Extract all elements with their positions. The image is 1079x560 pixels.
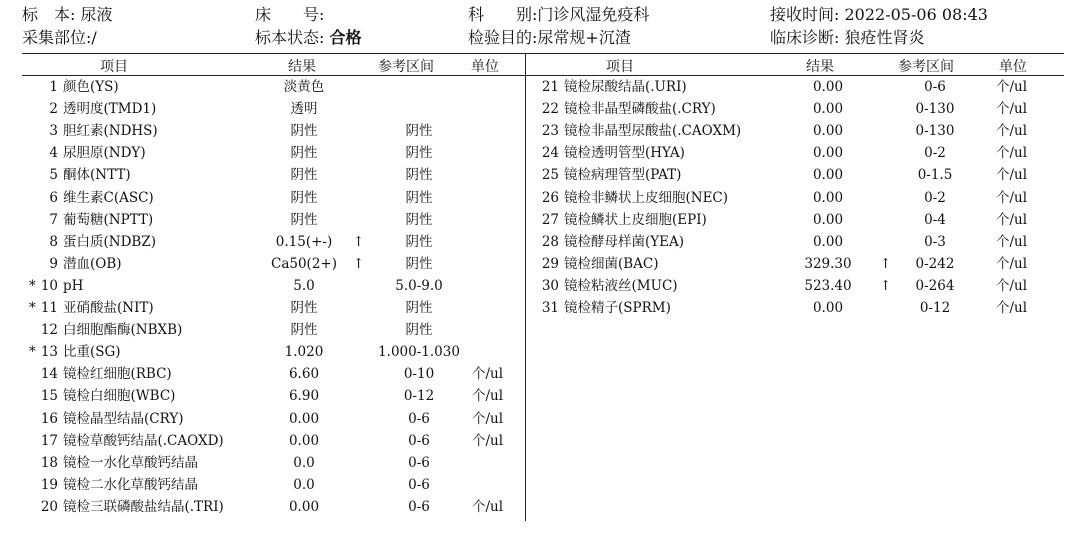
row-number: 21 [541,79,559,95]
row-unit: 个/ul [996,145,1028,162]
row-item-name: 亚硝酸盐(NIT) [63,300,154,316]
row-range: 0-264 [915,277,955,294]
row-item-name: 镜检白细胞(WBC) [63,388,176,405]
row-range: 阴性 [405,255,433,272]
row-result: 0.0 [293,476,315,493]
row-range: 阴性 [405,123,433,140]
row-range: 0-242 [915,255,955,272]
receive-time-field: 接收时间: 2022-05-06 08:43 [770,5,988,24]
row-number: 1 [49,79,58,95]
row-item-name: 白细胞酯酶(NBXB) [63,322,183,339]
row-result: 0.00 [812,189,844,206]
collection-site-field: 采集部位:/ [22,28,97,47]
row-range: 0-12 [919,300,951,316]
row-result: 淡黄色 [283,79,325,95]
row-result: 阴性 [290,211,318,228]
table-row [0,385,1079,407]
row-range: 阴性 [405,189,433,206]
row-result: 0.00 [288,410,320,427]
row-range: 阴性 [405,233,433,250]
row-number: 8 [49,233,58,250]
row-mark: * [29,277,36,294]
row-item-name: 镜检粘液丝(MUC) [564,277,678,294]
row-range: 0-6 [408,432,430,449]
row-range: 0-3 [924,233,946,250]
row-number: 2 [49,101,58,118]
row-item-name: 镜检尿酸结晶(.URI) [564,79,687,95]
row-item-name: 维生素C(ASC) [63,189,154,206]
row-number: 4 [49,145,58,162]
row-range: 阴性 [405,167,433,184]
row-result: 0.00 [812,211,844,228]
table-row [0,209,1079,231]
row-number: 22 [541,101,559,118]
table-row [0,452,1079,474]
row-unit: 个/ul [996,79,1028,95]
table-row [0,496,1079,518]
row-unit: 个/ul [472,366,504,383]
table-row [0,408,1079,430]
row-item-name: 镜检晶型结晶(CRY) [63,410,184,427]
department-field: 科 别:门诊风湿免疫科 [468,5,650,24]
table-row [0,76,1079,98]
table-row [0,120,1079,142]
row-result: 阴性 [290,322,318,339]
row-result: 0.15(+-) [275,233,333,250]
row-result: 0.00 [812,233,844,250]
specimen-field: 标 本: 尿液 [22,5,113,24]
row-flag: ↑ [880,277,892,294]
row-item-name: 镜检透明管型(HYA) [564,145,685,162]
row-unit: 个/ul [472,432,504,449]
row-item-name: 镜检草酸钙结晶(.CAOXD) [63,432,224,449]
row-number: 6 [49,189,58,206]
row-item-name: 镜检鳞状上皮细胞(EPI) [564,211,707,228]
row-item-name: 比重(SG) [63,344,121,361]
row-range: 阴性 [405,145,433,162]
row-item-name: 镜检病理管型(PAT) [564,167,682,184]
row-number: 14 [40,366,58,383]
row-unit: 个/ul [472,388,504,405]
row-number: 7 [49,211,58,228]
col-range-left: 参考区间 [378,59,434,75]
row-range: 0-6 [408,410,430,427]
table-row [0,98,1079,120]
bed-field: 床 号: [255,5,325,24]
col-unit-right: 单位 [999,59,1027,75]
row-result: 523.40 [804,277,852,294]
row-number: 13 [40,344,58,361]
row-flag: ↑ [880,255,892,272]
row-item-name: 潜血(OB) [63,255,122,272]
table-row [0,341,1079,363]
table-row [0,253,1079,275]
row-range: 0-2 [924,189,946,206]
row-number: 10 [40,277,58,294]
table-row [0,187,1079,209]
row-item-name: 镜检三联磷酸盐结晶(.TRI) [63,498,224,515]
row-flag: ↑ [353,233,365,250]
col-item-left: 项目 [100,59,128,75]
table-row [0,430,1079,452]
row-unit: 个/ul [996,233,1028,250]
row-number: 19 [40,476,58,493]
table-row [0,363,1079,385]
row-item-name: 镜检酵母样菌(YEA) [564,233,685,250]
row-unit: 个/ul [996,167,1028,184]
row-item-name: 葡萄糖(NPTT) [63,211,154,228]
row-number: 11 [40,300,58,316]
col-result-right: 结果 [806,59,834,75]
table-row [0,297,1079,319]
row-number: 20 [40,498,58,515]
row-number: 18 [40,454,58,471]
row-item-name: 镜检一水化草酸钙结晶 [63,454,198,471]
row-result: 阴性 [290,189,318,206]
row-range: 0-12 [403,388,435,405]
row-item-name: 镜检非晶型尿酸盐(.CAOXM) [564,123,742,140]
row-unit: 个/ul [996,255,1028,272]
row-range: 5.0-9.0 [395,277,443,294]
row-range: 阴性 [405,300,433,316]
specimen-status-field: 标本状态: 合格 [255,28,362,47]
row-result: 6.60 [288,366,320,383]
table-row [0,474,1079,496]
row-item-name: 镜检细菌(BAC) [564,255,659,272]
row-result: 6.90 [288,388,320,405]
table-row [0,231,1079,253]
row-item-name: 尿胆原(NDY) [63,145,146,162]
table-row [0,164,1079,186]
table-row [0,319,1079,341]
row-unit: 个/ul [996,211,1028,228]
col-item-right: 项目 [606,59,634,75]
clinical-diagnosis-field: 临床诊断: 狼疮性肾炎 [770,28,925,47]
row-range: 0-4 [924,211,946,228]
row-result: 5.0 [293,277,315,294]
row-number: 27 [541,211,559,228]
row-number: 3 [49,123,58,140]
row-range: 1.000-1.030 [378,344,460,361]
row-range: 0-1.5 [917,167,953,184]
row-number: 26 [541,189,559,206]
row-item-name: pH [63,277,84,294]
row-number: 24 [541,145,559,162]
row-item-name: 胆红素(NDHS) [63,123,158,140]
row-result: 0.00 [812,123,844,140]
row-result: 0.00 [288,498,320,515]
row-range: 0-6 [408,498,430,515]
row-number: 15 [40,388,58,405]
row-unit: 个/ul [996,277,1028,294]
row-result: 阴性 [290,123,318,140]
row-unit: 个/ul [996,123,1028,140]
row-range: 0-6 [924,79,946,95]
row-result: 329.30 [804,255,852,272]
row-unit: 个/ul [996,300,1028,316]
row-item-name: 镜检红细胞(RBC) [63,366,172,383]
row-number: 28 [541,233,559,250]
row-result: 0.00 [812,300,844,316]
row-mark: * [29,300,36,316]
test-purpose-field: 检验目的:尿常规+沉渣 [468,28,631,47]
row-range: 0-6 [408,476,430,493]
row-range: 阴性 [405,322,433,339]
row-result: 阴性 [290,300,318,316]
row-result: 阴性 [290,167,318,184]
row-number: 23 [541,123,559,140]
row-result: 0.00 [812,79,844,95]
row-item-name: 颜色(YS) [63,79,119,95]
row-unit: 个/ul [996,101,1028,118]
row-result: 0.00 [812,101,844,118]
row-result: 0.0 [293,454,315,471]
col-unit-left: 单位 [471,59,499,75]
row-result: Ca50(2+) [271,255,337,272]
table-row [0,142,1079,164]
row-flag: ↑ [353,255,365,272]
row-result: 阴性 [290,145,318,162]
row-item-name: 酮体(NTT) [63,167,131,184]
col-range-right: 参考区间 [898,59,954,75]
row-item-name: 镜检非鳞状上皮细胞(NEC) [564,189,729,206]
row-item-name: 透明度(TMD1) [63,101,157,118]
row-range: 0-130 [915,101,955,118]
row-number: 25 [541,167,559,184]
row-item-name: 镜检二水化草酸钙结晶 [63,476,198,493]
row-number: 5 [49,167,58,184]
row-mark: * [29,344,36,361]
row-unit: 个/ul [472,410,504,427]
row-unit: 个/ul [472,498,504,515]
row-number: 30 [541,277,559,294]
row-number: 9 [49,255,58,272]
row-number: 17 [40,432,58,449]
row-unit: 个/ul [996,189,1028,206]
row-result: 0.00 [812,167,844,184]
row-range: 0-2 [924,145,946,162]
row-item-name: 镜检精子(SPRM) [564,300,671,316]
row-range: 0-10 [403,366,435,383]
row-number: 12 [40,322,58,339]
row-range: 阴性 [405,211,433,228]
table-row [0,275,1079,297]
row-number: 16 [40,410,58,427]
row-number: 31 [541,300,559,316]
row-result: 透明 [290,101,318,118]
row-item-name: 镜检非晶型磷酸盐(.CRY) [564,101,716,118]
row-result: 0.00 [812,145,844,162]
row-range: 0-6 [408,454,430,471]
row-number: 29 [541,255,559,272]
row-item-name: 蛋白质(NDBZ) [63,233,156,250]
col-result-left: 结果 [288,59,316,75]
row-range: 0-130 [915,123,955,140]
row-result: 1.020 [284,344,324,361]
row-result: 0.00 [288,432,320,449]
table-top-rule [22,53,1064,54]
